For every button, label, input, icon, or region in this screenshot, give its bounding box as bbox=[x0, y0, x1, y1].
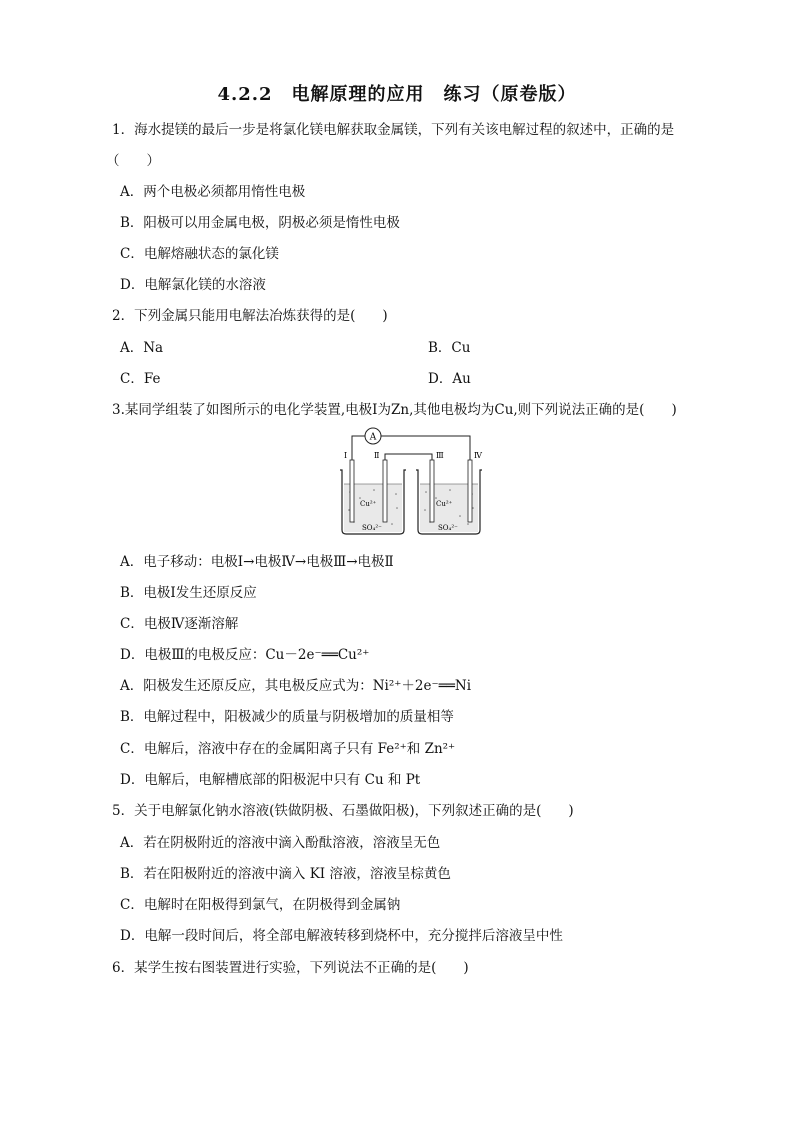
question-1-option-d: D．电解氯化镁的水溶液 bbox=[120, 277, 266, 293]
question-2-option-b: B．Cu bbox=[428, 340, 471, 356]
electrode-2-label: Ⅱ bbox=[374, 451, 380, 460]
question-2-stem: 2．下列金属只能用电解法冶炼获得的是( ) bbox=[112, 308, 388, 324]
question-4-option-c: C．电解后，溶液中存在的金属阳离子只有 Fe²⁺和 Zn²⁺ bbox=[120, 741, 456, 757]
ammeter-label: A bbox=[369, 432, 377, 443]
question-3-option-d: D．电极Ⅲ的电极反应：Cu－2e⁻══Cu²⁺ bbox=[120, 647, 370, 663]
ammeter-icon bbox=[365, 428, 381, 444]
question-5-option-b: B．若在阳极附近的溶液中滴入 KI 溶液，溶液呈棕黄色 bbox=[120, 866, 451, 882]
right-anion-label: SO₄²⁻ bbox=[438, 524, 458, 532]
question-4-option-a: A．阳极发生还原反应，其电极反应式为：Ni²⁺＋2e⁻══Ni bbox=[120, 678, 472, 694]
question-1-paren: （ ） bbox=[106, 153, 160, 169]
electrode-1-label: Ⅰ bbox=[344, 451, 348, 460]
question-4-option-d: D．电解后，电解槽底部的阳极泥中只有 Cu 和 Pt bbox=[120, 772, 421, 788]
question-5-option-c: C．电解时在阳极得到氯气，在阴极得到金属钠 bbox=[120, 897, 401, 913]
electrochemical-apparatus-diagram bbox=[330, 426, 490, 538]
page-title: 4.2.2 电解原理的应用 练习（原卷版） bbox=[217, 84, 577, 105]
question-5-option-a: A．若在阴极附近的溶液中滴入酚酞溶液，溶液呈无色 bbox=[120, 835, 441, 851]
left-cation-label: Cu²⁺ bbox=[360, 500, 377, 508]
electrode-3-label: Ⅲ bbox=[436, 451, 444, 460]
question-5-option-d: D．电解一段时间后，将全部电解液转移到烧杯中，充分搅拌后溶液呈中性 bbox=[120, 928, 563, 944]
connecting-wire bbox=[385, 454, 432, 462]
question-3-option-a: A．电子移动：电极Ⅰ→电极Ⅳ→电极Ⅲ→电极Ⅱ bbox=[120, 554, 394, 570]
question-2-option-c: C．Fe bbox=[120, 371, 161, 387]
question-2-option-a: A．Na bbox=[120, 340, 164, 356]
question-3-option-c: C．电极Ⅳ逐渐溶解 bbox=[120, 616, 239, 632]
right-cation-label: Cu²⁺ bbox=[436, 500, 453, 508]
question-3-stem: 3.某同学组装了如图所示的电化学装置,电极Ⅰ为Zn,其他电极均为Cu,则下列说法正确的是( ) bbox=[112, 402, 677, 418]
question-6-stem: 6．某学生按右图装置进行实验，下列说法不正确的是( ) bbox=[112, 960, 469, 976]
question-1-stem: 1．海水提镁的最后一步是将氯化镁电解获取金属镁，下列有关该电解过程的叙述中，正确的是 bbox=[112, 122, 675, 138]
question-1-option-a: A．两个电极必须都用惰性电极 bbox=[120, 184, 306, 200]
question-2-option-d: D．Au bbox=[428, 371, 471, 387]
question-1-option-b: B．阳极可以用金属电极，阴极必须是惰性电极 bbox=[120, 215, 400, 231]
electrode-4-label: Ⅳ bbox=[474, 451, 482, 460]
question-5-stem: 5．关于电解氯化钠水溶液(铁做阴极、石墨做阳极)，下列叙述正确的是( ) bbox=[112, 803, 574, 819]
question-4-option-b: B．电解过程中，阳极减少的质量与阴极增加的质量相等 bbox=[120, 709, 454, 725]
question-3-option-b: B．电极Ⅰ发生还原反应 bbox=[120, 585, 257, 601]
question-1-option-c: C．电解熔融状态的氯化镁 bbox=[120, 246, 279, 262]
left-anion-label: SO₄²⁻ bbox=[362, 524, 382, 532]
